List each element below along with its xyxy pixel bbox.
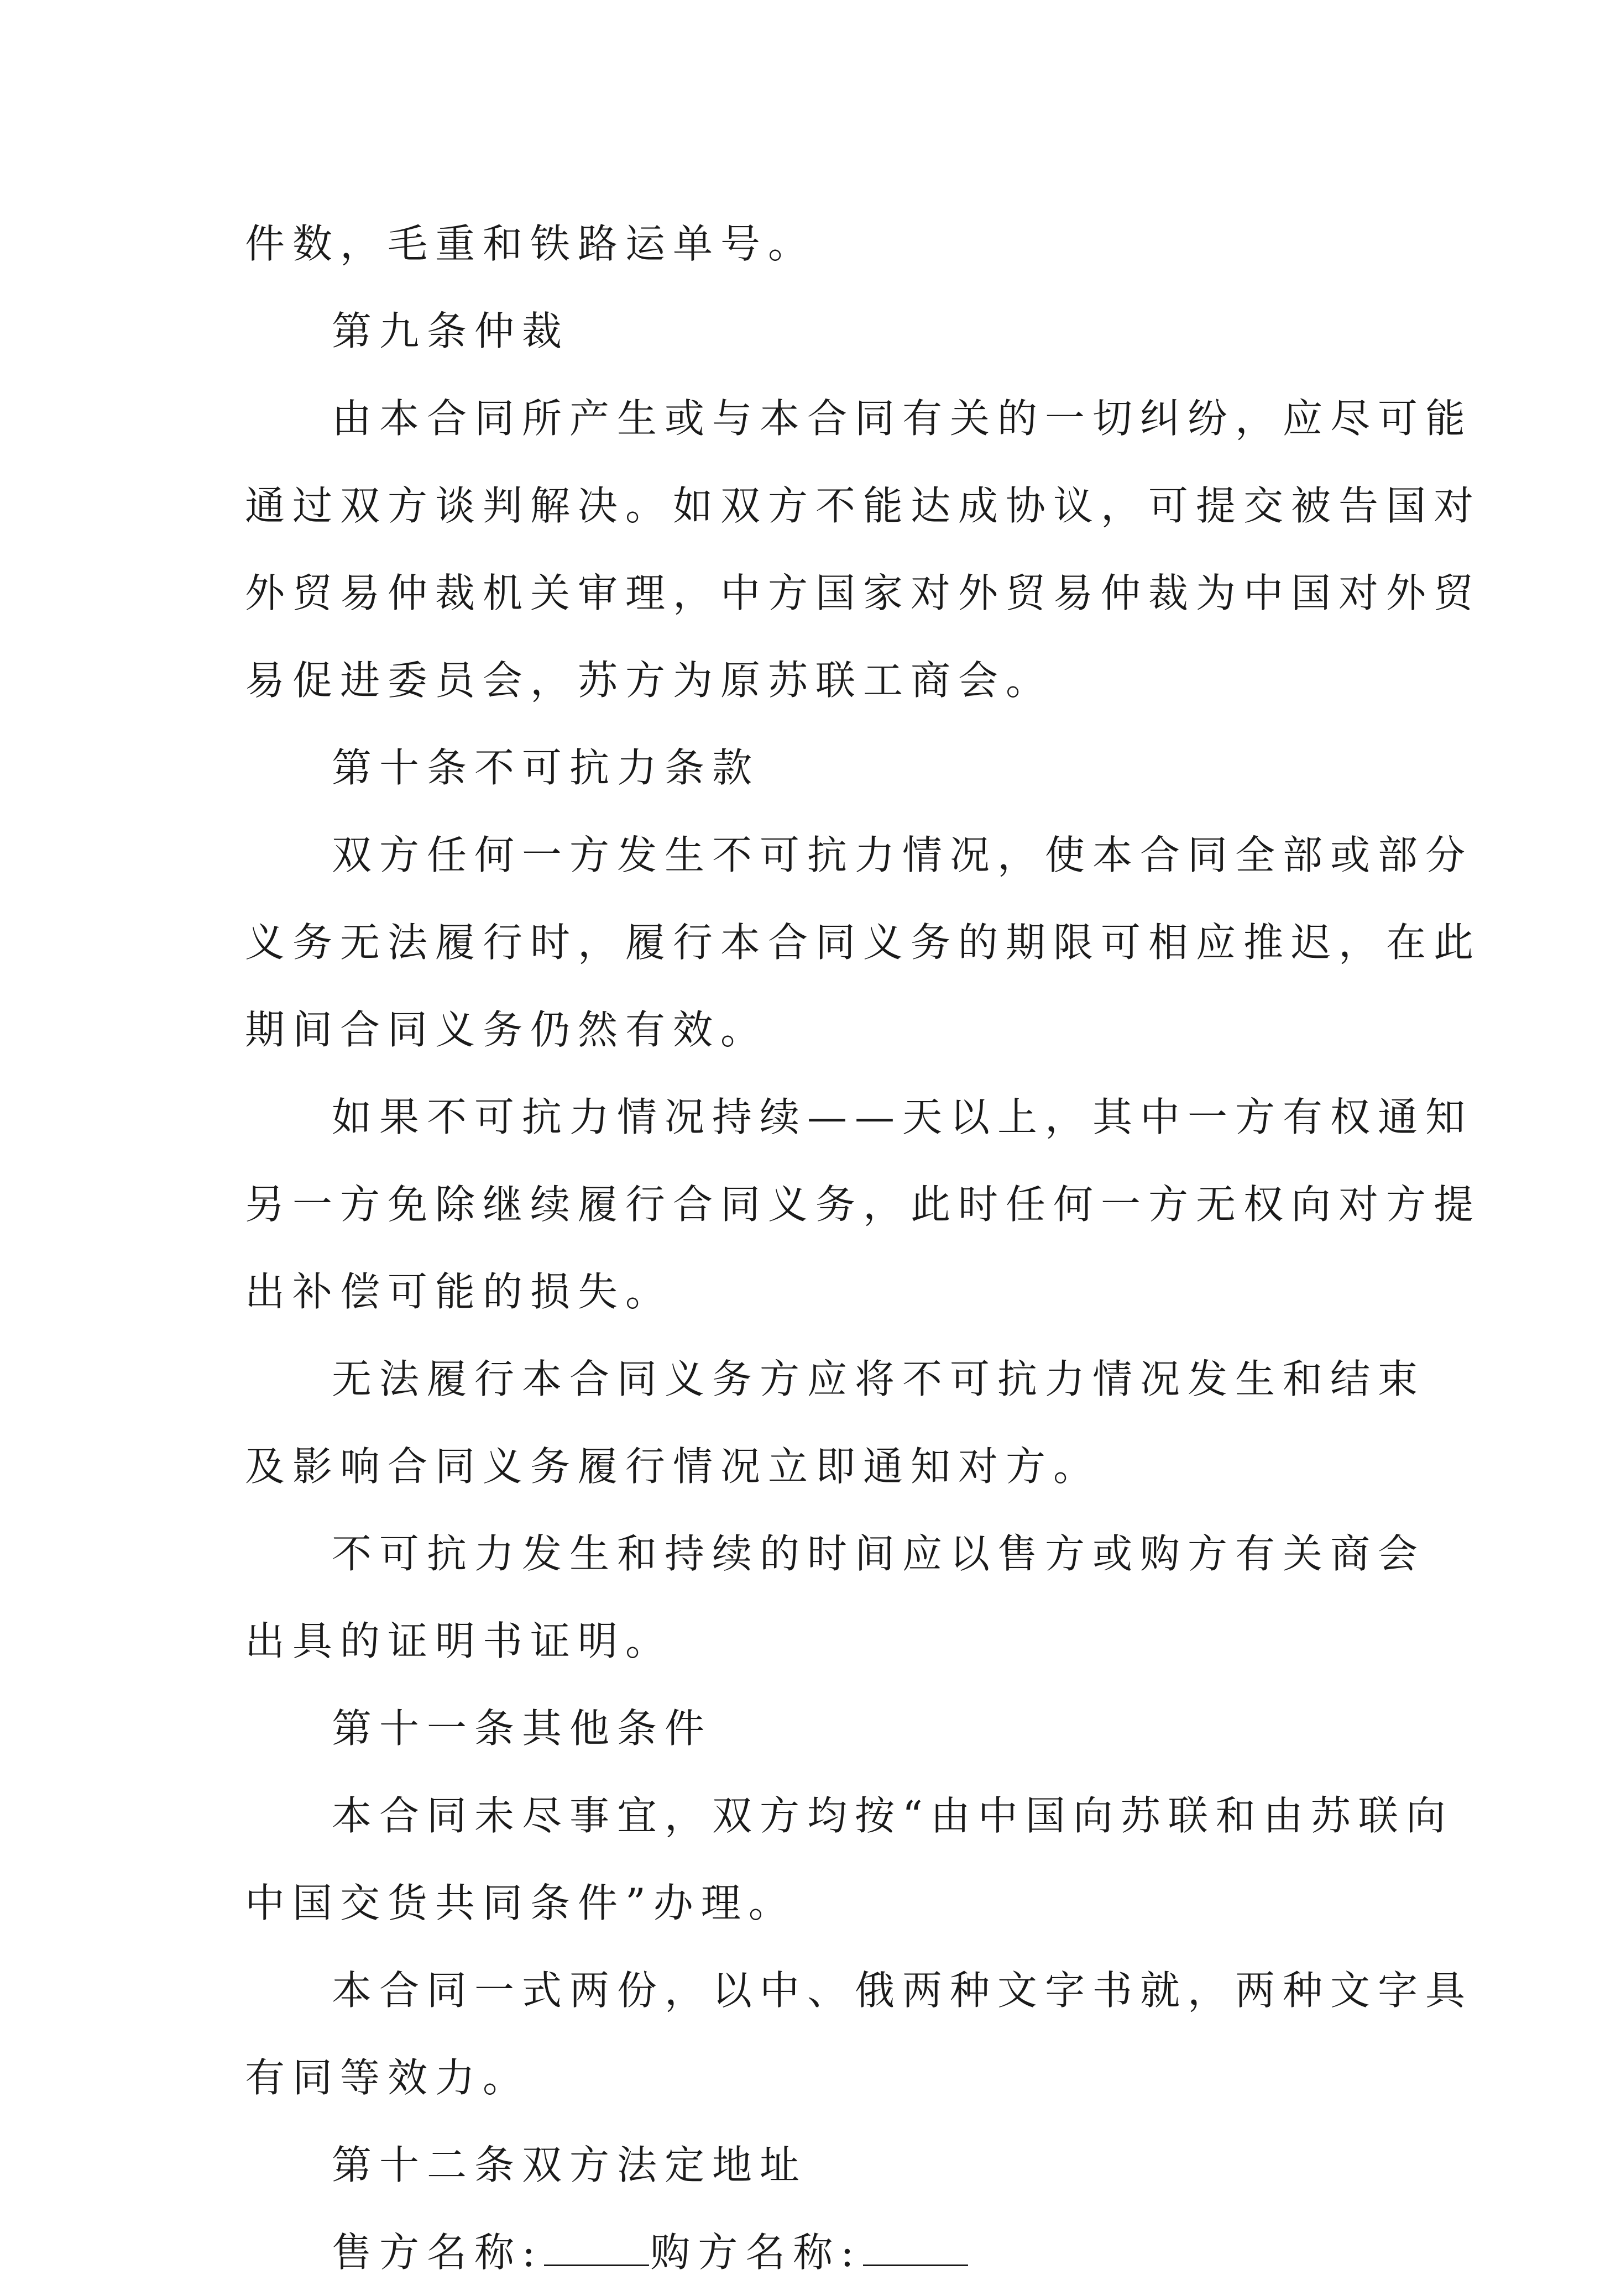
paragraph-line: 另一方免除继续履行合同义务，此时任何一方无权向对方提 bbox=[245, 1181, 1482, 1228]
paragraph-line: 期间合同义务仍然有效。 bbox=[245, 1007, 768, 1053]
section-heading: 第十条不可抗力条款 bbox=[332, 745, 760, 791]
section-heading: 第九条仲裁 bbox=[332, 308, 570, 354]
paragraph-line: 通过双方谈判解决。如双方不能达成协议，可提交被告国对 bbox=[245, 483, 1482, 529]
paragraph-line: 本合同未尽事宜，双方均按“由中国向苏联和由苏联向 bbox=[332, 1792, 1453, 1839]
paragraph-line: 出具的证明书证明。 bbox=[245, 1618, 673, 1664]
section-heading: 第十二条双方法定地址 bbox=[332, 2142, 808, 2188]
paragraph-line: 如果不可抗力情况持续——天以上，其中一方有权通知 bbox=[332, 1094, 1473, 1140]
section-heading: 第十一条其他条件 bbox=[332, 1705, 713, 1752]
paragraph-line: 件数，毛重和铁路运单号。 bbox=[245, 221, 816, 267]
document-body bbox=[245, 200, 1482, 2296]
address-line bbox=[245, 2209, 1367, 2296]
paragraph-line: 出补偿可能的损失。 bbox=[245, 1268, 673, 1315]
paragraph-line: 外贸易仲裁机关审理，中方国家对外贸易仲裁为中国对外贸 bbox=[245, 570, 1482, 616]
paragraph-line: 双方任何一方发生不可抗力情况，使本合同全部或部分 bbox=[332, 832, 1473, 878]
paragraph-line: 中国交货共同条件”办理。 bbox=[245, 1880, 796, 1926]
buyer-name-blank[interactable] bbox=[863, 2225, 968, 2266]
paragraph-line: 本合同一式两份，以中、俄两种文字书就，两种文字具 bbox=[332, 1967, 1473, 2014]
paragraph-line: 义务无法履行时，履行本合同义务的期限可相应推迟，在此 bbox=[245, 919, 1482, 966]
buyer-name-label: 购方名称: bbox=[650, 2229, 862, 2276]
seller-name-label: 售方名称: bbox=[332, 2229, 543, 2276]
paragraph-line: 不可抗力发生和持续的时间应以售方或购方有关商会 bbox=[332, 1530, 1426, 1577]
paragraph-line: 及影响合同义务履行情况立即通知对方。 bbox=[245, 1443, 1101, 1490]
paragraph-line: 无法履行本合同义务方应将不可抗力情况发生和结束 bbox=[332, 1356, 1426, 1402]
paragraph-line: 易促进委员会，苏方为原苏联工商会。 bbox=[245, 657, 1054, 704]
paragraph-line: 有同等效力。 bbox=[245, 2054, 531, 2101]
seller-name-blank[interactable] bbox=[544, 2225, 649, 2266]
paragraph-line: 由本合同所产生或与本合同有关的一切纠纷，应尽可能 bbox=[332, 395, 1473, 442]
